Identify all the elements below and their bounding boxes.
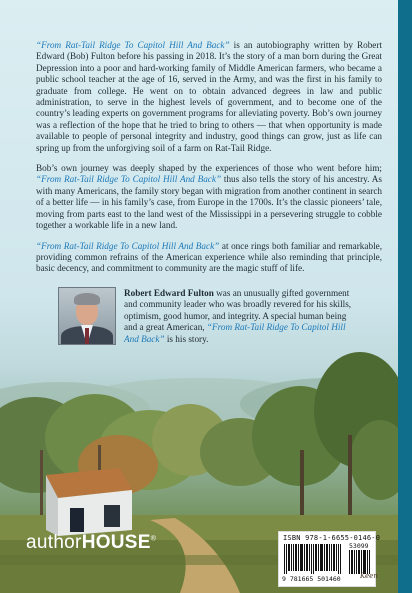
- author-name: Robert Edward Fulton: [124, 288, 214, 298]
- author-bio-end: is his story.: [164, 333, 209, 344]
- book-title-ref: “From Rat-Tail Ridge To Capitol Hill And Back”: [124, 322, 346, 344]
- paragraph-1-text: is an autobiography written by Robert Edward (Bob) Fulton before his passing in 2018. It’s the story of a man born during the Great Depression into a poor and hard-working family of Middle American farmers, who became a public school teacher at the age of 16, served in the Army, and was the first in his family to graduate from college. He went on to obtain advanced degrees in law and public administration, to serve in the highest levels of government, and to become one of the country’s leading experts on government programs for alleviating poverty. Bob’s own journey was a reflection of the hope that he tried to bring to others — that when opportunity is made available to people of personal integrity and industry, good things can grow, just as life can spring up from the unforgiving soil of a farm on Rat-Tail Ridge.: [36, 40, 382, 153]
- paragraph-3: [36, 241, 382, 275]
- book-title-ref: “From Rat-Tail Ridge To Capitol Hill And Back”: [36, 40, 230, 50]
- paragraph-1: [36, 40, 382, 154]
- spine-edge: [398, 0, 412, 593]
- barcode-number: 9 781665 501460: [282, 575, 341, 583]
- price-addon-number: 53099: [349, 542, 369, 550]
- author-bio-text: was an unusually gifted government and community leader who was broadly revered for his skills, optimism, good humor, and integrity. A special human being and a great American,: [124, 288, 352, 333]
- isbn-number: ISBN 978-1-6655-0146-0: [283, 534, 381, 542]
- paragraph-3-text: at once rings both familiar and remarkable, providing common refrains of the American experience while also reminding that principle, basic decency, and commitment to community are the magic stuff of life.: [36, 240, 382, 274]
- paragraph-2-start: Bob’s own journey was deeply shaped by the experiences of those who went before him;: [36, 163, 382, 174]
- paragraph-2-text: thus also tells the story of his ancestry. As with many Americans, the family story began with migration from another continent in search of a better life — in his family’s case, from Europe in the 1700s. It’s the classic pioneers’ tale, moving from parts east to the land west of the Mississippi in a persevering struggle to cobble together a workable life in a new land.: [36, 174, 382, 231]
- publisher-logo: authorHOUSE®: [26, 532, 157, 553]
- barcode-bars: [284, 544, 342, 574]
- book-title-ref: “From Rat-Tail Ridge To Capitol Hill And Back”: [36, 174, 222, 185]
- paragraph-2: [36, 163, 382, 231]
- author-bio: [124, 288, 352, 345]
- addon-barcode-bars: [349, 550, 371, 574]
- artist-signature: Keen: [360, 572, 378, 580]
- description-text: [36, 40, 382, 284]
- author-photo: [58, 287, 116, 345]
- book-title-ref: “From Rat-Tail Ridge To Capitol Hill And Back”: [36, 240, 220, 251]
